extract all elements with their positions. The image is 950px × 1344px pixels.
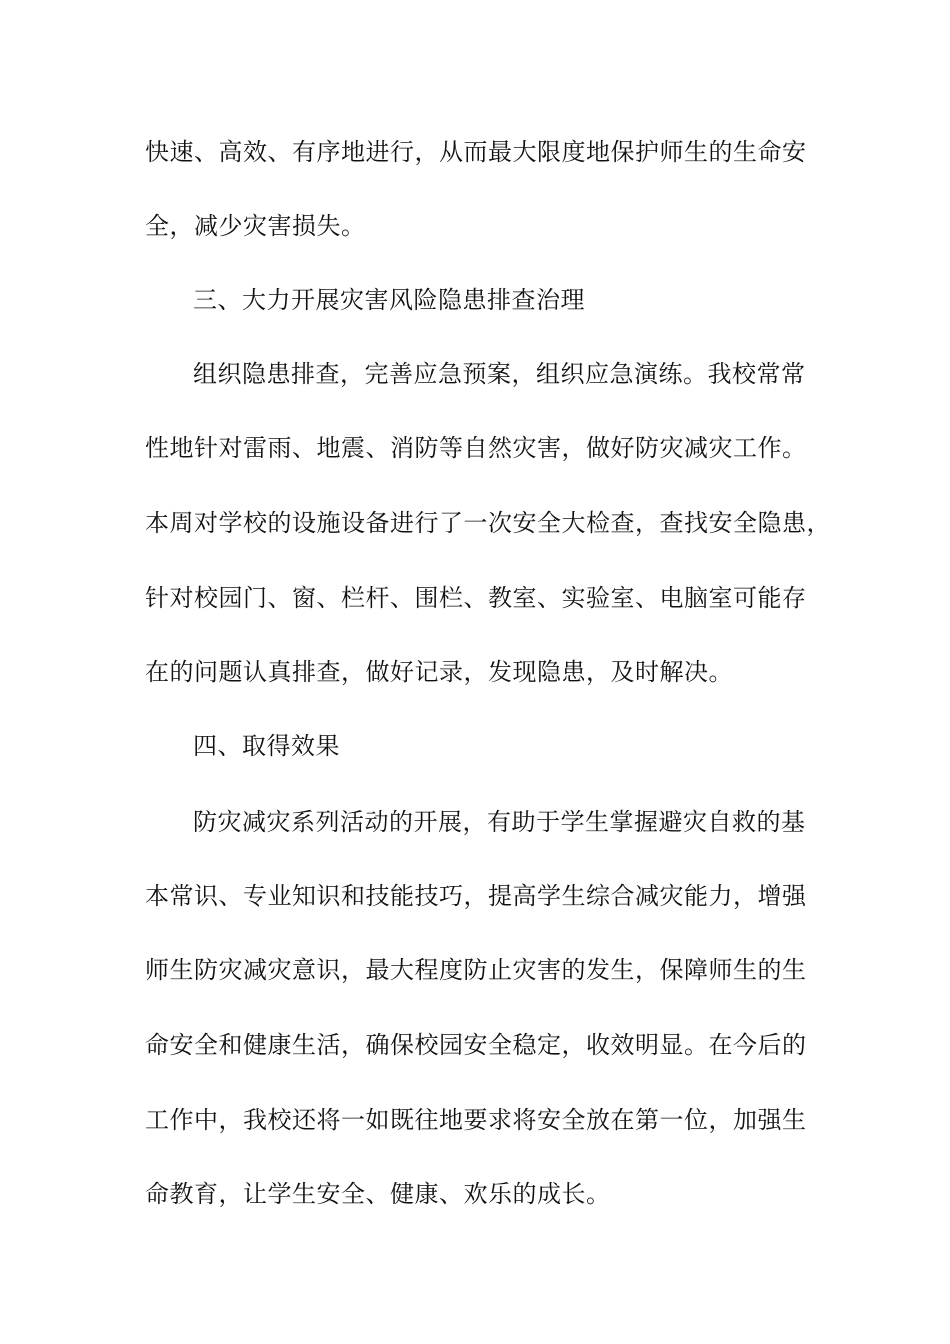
paragraph-line: 性地针对雷雨、地震、消防等自然灾害，做好防灾减灾工作。 xyxy=(145,434,807,462)
paragraph-line: 在的问题认真排查，做好记录，发现隐患，及时解决。 xyxy=(145,658,733,686)
paragraph-line: 命教育，让学生安全、健康、欢乐的成长。 xyxy=(145,1180,611,1208)
paragraph-line: 防灾减灾系列活动的开展，有助于学生掌握避灾自救的基 xyxy=(193,808,806,836)
paragraph-line: 快速、高效、有序地进行，从而最大限度地保护师生的生命安 xyxy=(145,138,807,166)
paragraph-line: 命安全和健康生活，确保校园安全稳定，收效明显。在今后的 xyxy=(145,1031,807,1059)
paragraph-line: 组织隐患排查，完善应急预案，组织应急演练。我校常常 xyxy=(193,360,806,388)
paragraph-line: 工作中，我校还将一如既往地要求将安全放在第一位，加强生 xyxy=(145,1106,807,1134)
paragraph-line: 师生防灾减灾意识，最大程度防止灾害的发生，保障师生的生 xyxy=(145,956,807,984)
paragraph-line: 本周对学校的设施设备进行了一次安全大检查，查找安全隐患， xyxy=(145,509,831,537)
section-heading: 四、取得效果 xyxy=(193,732,340,760)
paragraph-line: 本常识、专业知识和技能技巧，提高学生综合减灾能力，增强 xyxy=(145,882,807,910)
paragraph-line: 针对校园门、窗、栏杆、围栏、教室、实验室、电脑室可能存 xyxy=(145,584,807,612)
paragraph-line: 全，减少灾害损失。 xyxy=(145,212,366,240)
section-heading: 三、大力开展灾害风险隐患排查治理 xyxy=(193,286,585,314)
